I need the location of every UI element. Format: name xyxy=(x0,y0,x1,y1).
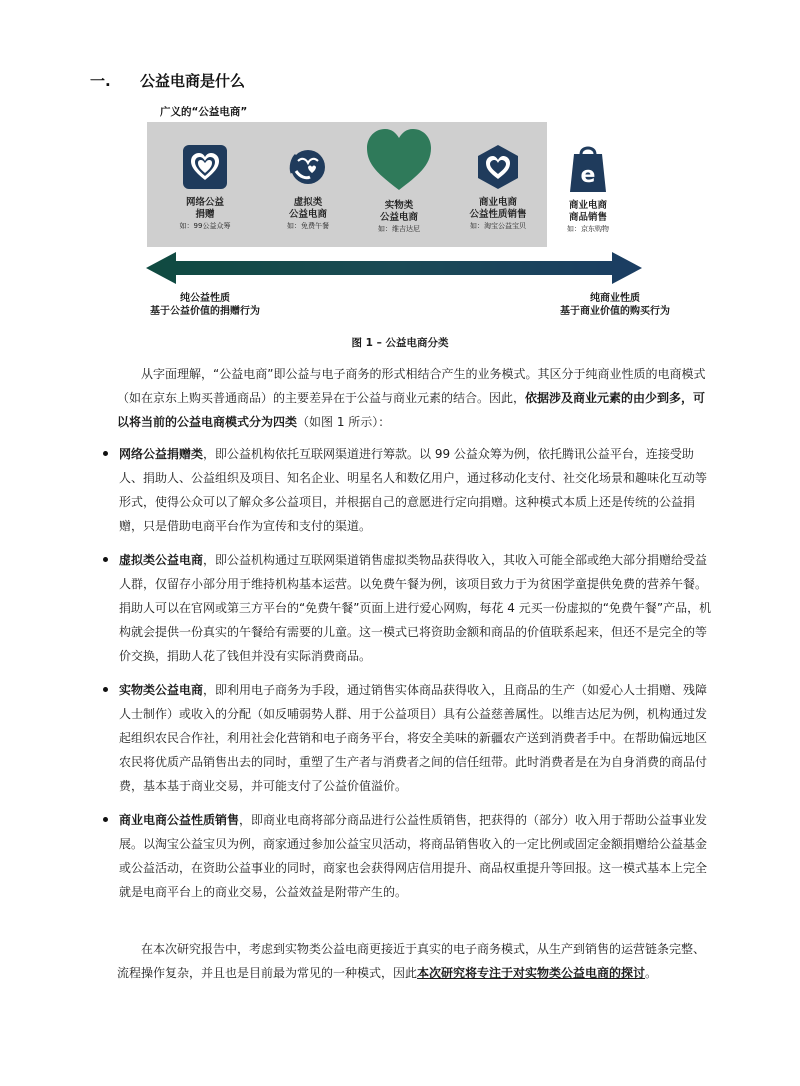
intro-paragraph xyxy=(117,362,713,434)
intro-tail: （如图 1 所示）： xyxy=(297,415,391,429)
figure-subtitle: 广义的“公益电商” xyxy=(160,106,248,118)
list-item-title: 网络公益捐赠类 xyxy=(119,447,204,461)
axis-label-right xyxy=(540,292,690,318)
item-label-line1: 商业电商 xyxy=(568,200,607,211)
intro-bold-text: 依据涉及商业元素的由少到多，可以将当前的公益电商模式分为四类 xyxy=(117,391,706,429)
item-example: 如：淘宝公益宝贝 xyxy=(470,222,526,230)
axis-left-line1: 纯公益性质 xyxy=(180,293,230,304)
list-item xyxy=(100,548,715,668)
heart-hexagon-icon xyxy=(474,143,522,191)
list-item-text: ，即商业电商将部分商品进行公益性质销售，把获得的（部分）收入用于帮助公益事业发展。以淘宝公益宝贝为例，商家通过参加公益宝贝活动，将商品销售收入的一定比例或固定金额捐赠给公益基金或公益活动，在资助公益事业的同时，商家也会获得网店信用提升、商品权重提升等回报。这一模式基本上完全就是电商平台上的商业交易，公益效益是附带产生的。 xyxy=(119,813,708,899)
section-number: 一. xyxy=(90,72,111,90)
figure-item-virtual-goods xyxy=(263,143,353,231)
axis-left-line2: 基于公益价值的捐赠行为 xyxy=(150,306,260,317)
item-example: 如：99公益众筹 xyxy=(179,222,231,230)
list-item-text: ，即公益机构通过互联网渠道销售虚拟类物品获得收入，其收入可能全部或绝大部分捐赠给受益人群，仅留存小部分用于维持机构基本运营。以免费午餐为例，该项目致力于为贫困学童提供免费的营养午餐。捐助人可以在官网或第三方平台的“免费午餐”页面上进行爱心网购，每花 4 元买一份虚拟的“免费午餐”产品，机构就会提供一份真实的午餐给有需要的儿童。这一模式已将资助金额和商品的价值联系起来，但还不是完全的等价交换，捐助人花了钱但并没有实际消费商品。 xyxy=(119,553,712,663)
list-item-title: 虚拟类公益电商 xyxy=(119,553,204,567)
shopping-bag-e-icon xyxy=(566,140,610,194)
bullet-dot xyxy=(103,557,108,562)
section-heading xyxy=(90,70,245,91)
conclusion-text: 在本次研究报告中，考虑到实物类公益电商更接近于真实的电子商务模式，从生产到销售的运营链条完整、流程操作复杂，并且也是目前最为常见的一种模式，因此 xyxy=(117,942,706,980)
conclusion-paragraph xyxy=(117,937,713,985)
item-label-line2: 公益性质销售 xyxy=(469,209,527,220)
green-heart-icon xyxy=(363,126,435,192)
intro-text: 从字面理解，“公益电商”即公益与电子商务的形式相结合产生的业务模式。其区分于纯商业性质的电商模式（如在京东上购买普通商品）的主要差异在于公益与商业元素的结合。因此， xyxy=(117,367,706,405)
item-label-line2: 公益电商 xyxy=(288,209,327,220)
item-example: 如：维吉达尼 xyxy=(378,225,420,233)
list-item xyxy=(100,442,715,538)
category-list xyxy=(100,442,715,914)
list-item xyxy=(100,678,715,798)
item-example: 如：免费午餐 xyxy=(287,222,329,230)
axis-right-line1: 纯商业性质 xyxy=(590,293,640,304)
conclusion-bold-text: 本次研究将专注于对实物类公益电商的探讨 xyxy=(417,966,646,980)
item-label-line1: 商业电商 xyxy=(478,197,517,208)
list-item xyxy=(100,808,715,904)
svg-text:e: e xyxy=(580,163,596,188)
axis-label-left xyxy=(140,292,270,318)
item-label-line1: 实物类 xyxy=(384,200,414,211)
list-item-title: 商业电商公益性质销售 xyxy=(119,813,240,827)
list-item-text: ，即公益机构依托互联网渠道进行筹款。以 99 公益众筹为例，依托腾讯公益平台，连接受助人、捐助人、公益组织及项目、知名企业、明星名人和数亿用户，通过移动化支付、社交化场景和趣味化互动等形式，使得公众可以了解众多公益项目，并根据自己的意愿进行定向捐赠。这种模式本质上还是传统的公益捐赠，只是借助电商平台作为宣传和支付的渠道。 xyxy=(119,447,708,533)
figure-caption: 图 1 – 公益电商分类 xyxy=(351,337,449,349)
heart-rounded-square-icon xyxy=(181,143,229,191)
spectrum-arrow xyxy=(146,250,642,290)
globe-hands-icon xyxy=(284,143,332,191)
item-label-line1: 网络公益 xyxy=(185,197,224,208)
axis-right-line2: 基于商业价值的购买行为 xyxy=(560,306,670,317)
item-label-line2: 捐赠 xyxy=(195,209,215,220)
bullet-dot xyxy=(103,817,108,822)
figure-item-online-donation xyxy=(160,143,250,231)
list-item-text: ，即利用电子商务为手段，通过销售实体商品获得收入，且商品的生产（如爱心人士捐赠、残障人士制作）或收入的分配（如反哺弱势人群、用于公益项目）具有公益慈善属性。以维吉达尼为例，机构通过发起组织农民合作社，利用社会化营销和电子商务平台，将安全美味的新疆农产送到消费者手中。在帮助偏远地区农民将优质产品销售出去的同时，重塑了生产者与消费者之间的信任纽带。此时消费者是在为自身消费的商品付费，基本基于商业交易，并可能支付了公益价值溢价。 xyxy=(119,683,708,793)
bullet-dot xyxy=(103,687,108,692)
conclusion-tail: 。 xyxy=(645,966,658,980)
figure-item-physical-goods xyxy=(354,126,444,234)
figure-item-commercial-sales xyxy=(543,140,633,234)
item-label-line2: 公益电商 xyxy=(379,212,418,223)
figure-item-commercial-charity xyxy=(453,143,543,231)
section-title: 公益电商是什么 xyxy=(140,72,246,90)
list-item-title: 实物类公益电商 xyxy=(119,683,204,697)
item-label-line2: 商品销售 xyxy=(568,212,607,223)
item-label-line1: 虚拟类 xyxy=(293,197,323,208)
item-example: 如：京东购物 xyxy=(567,225,609,233)
bullet-dot xyxy=(103,451,108,456)
